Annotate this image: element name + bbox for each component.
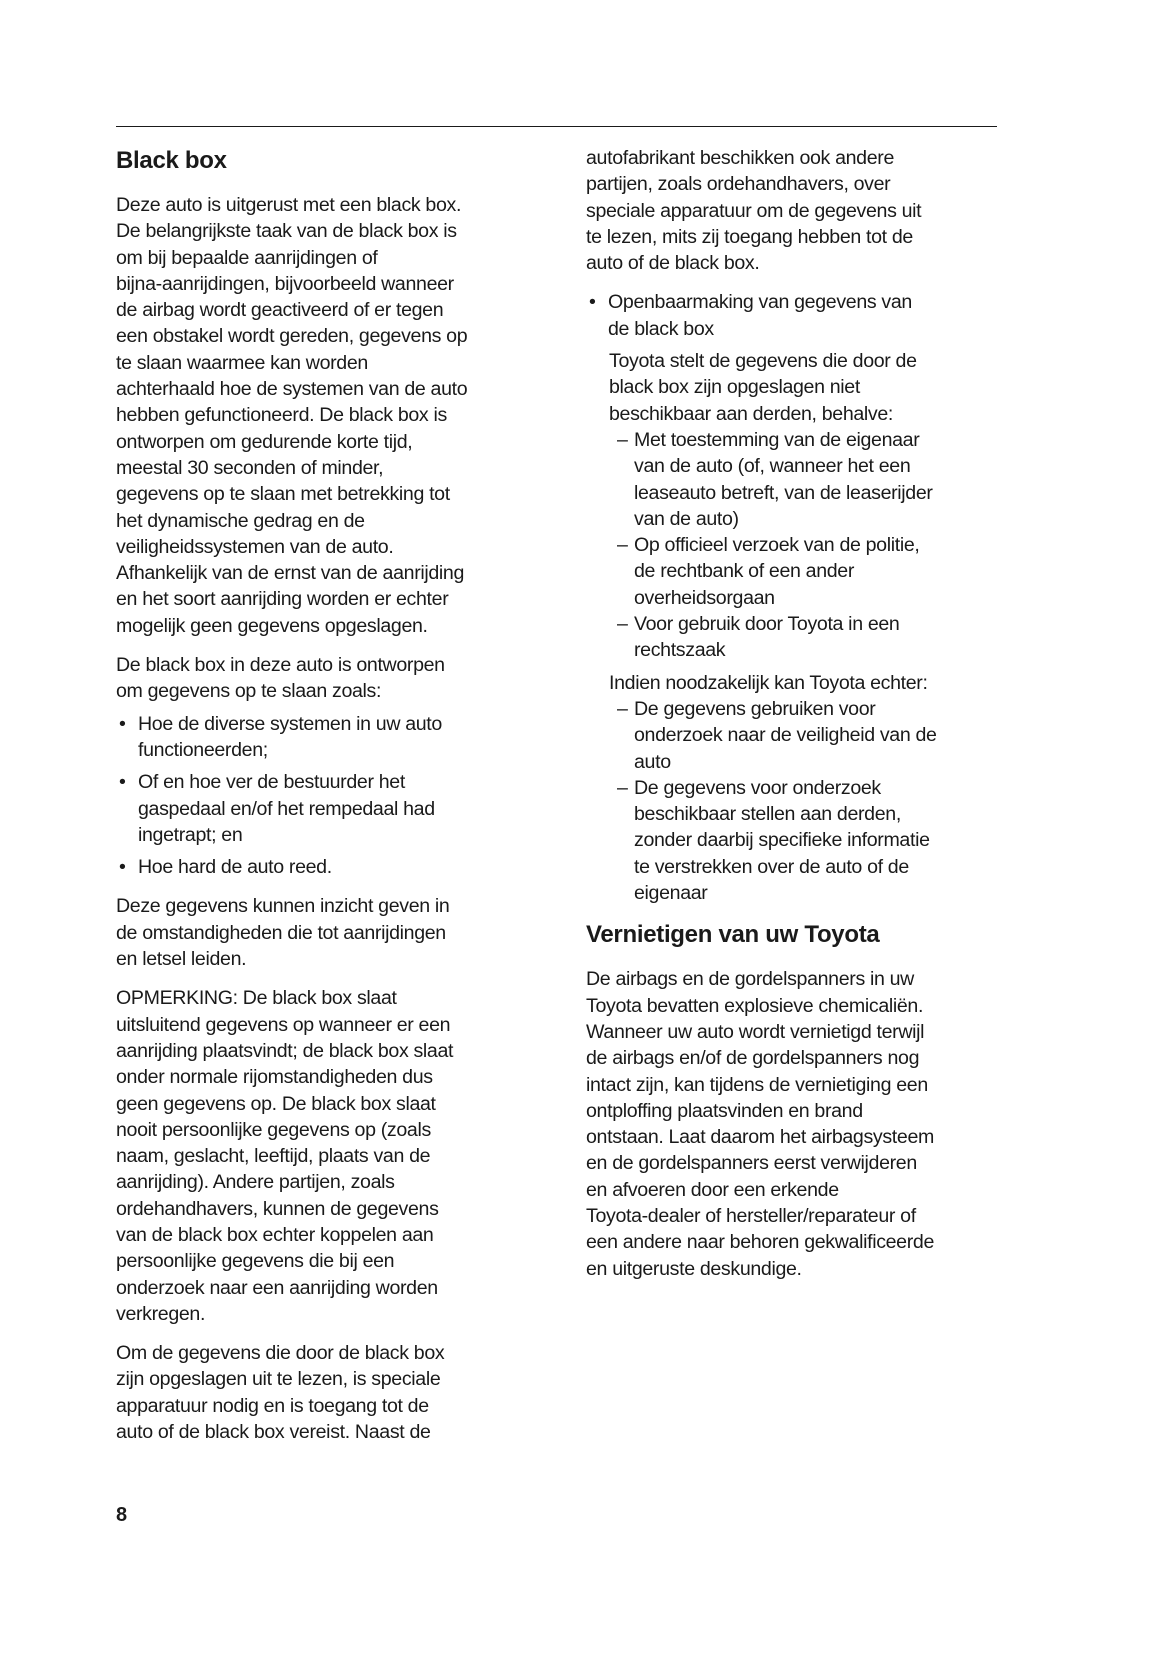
dash-icon: –	[617, 697, 628, 720]
list-item-text: Voor gebruik door Toyota in een rechtszaak	[634, 613, 900, 662]
list-item-text: Hoe de diverse systemen in uw auto functioneerden;	[138, 712, 442, 761]
list-item	[586, 775, 1016, 906]
paragraph: De black box in deze auto is ontworpen om gegevens op te slaan zoals:	[116, 654, 445, 703]
paragraph: autofabrikant beschikken ook andere partijen, zoals ordehandhavers, over speciale apparatuur om de gegevens uit te lezen, mits zij toegang hebben tot de auto of de black box.	[586, 147, 922, 275]
list-item	[116, 854, 546, 880]
top-rule	[116, 126, 997, 127]
list-item	[586, 427, 1016, 532]
bullet-icon: •	[119, 771, 126, 794]
right-column	[586, 145, 1016, 1282]
list-item	[586, 532, 1016, 611]
paragraph: Deze auto is uitgerust met een black box. De belangrijkste taak van de black box is om bij bepaalde aanrijdingen of bijna-aanrijdingen, bijvoorbeeld wanneer de airbag wordt geactiveerd of er tegen een obstakel wordt gereden, gegevens op te slaan waarmee kan worden achterhaald hoe de systemen van de auto hebben gefunctioneerd. De black box is ontworpen om gedurende korte tijd, meestal 30 seconden of minder, gegevens op te slaan met betrekking tot het dynamische gedrag en de veiligheidssystemen van de auto. Afhankelijk van de ernst van de aanrijding en het soort aanrijding worden er echter mogelijk geen gegevens opgeslagen.	[116, 194, 468, 637]
section-heading-vernietigen: Vernietigen van uw Toyota	[586, 921, 880, 949]
list-item	[586, 289, 1016, 342]
paragraph: Indien noodzakelijk kan Toyota echter:	[609, 671, 928, 694]
paragraph-note: OPMERKING: De black box slaat uitsluitend gegevens op wanneer er een aanrijding plaatsvindt; de black box slaat onder normale rijomstandigheden dus geen gegevens op. De black box slaat nooit persoonlijke gegevens op (zoals naam, geslacht, leeftijd, plaats van de aanrijding). Andere partijen, zoals ordehandhavers, kunnen de gegevens van de black box echter koppelen aan persoonlijke gegevens die bij een onderzoek naar een aanrijding worden verkregen.	[116, 987, 454, 1325]
list-item-text: Openbaarmaking van gegevens van de black box	[608, 291, 912, 340]
section-heading-black-box: Black box	[116, 147, 227, 174]
list-item	[586, 611, 1016, 664]
list-item-text: Of en hoe ver de bestuurder het gaspedaal en/of het rempedaal had ingetrapt; en	[138, 771, 435, 846]
list-item	[586, 696, 1016, 775]
bullet-icon: •	[589, 291, 596, 314]
dash-icon: –	[617, 613, 628, 636]
page-number: 8	[116, 1504, 128, 1526]
paragraph: De airbags en de gordelspanners in uw Toyota bevatten explosieve chemicaliën. Wanneer uw auto wordt vernietigd terwijl de airbags en/of de gordelspanners nog intact zijn, kan tijdens de vernietiging een ontploffing plaatsvinden en brand ontstaan. Laat daarom het airbagsysteem en de gordelspanners eerst verwijderen en afvoeren door een erkende Toyota-dealer of hersteller/reparateur of een andere naar behoren gekwalificeerde en uitgeruste deskundige.	[586, 968, 935, 1280]
dash-icon: –	[617, 428, 628, 451]
list-item-text: Hoe hard de auto reed.	[138, 856, 332, 879]
list-item-text: Met toestemming van de eigenaar van de auto (of, wanneer het een leaseauto betreft, van de leaserijder van de auto)	[634, 428, 933, 530]
dash-icon: –	[617, 776, 628, 799]
dash-icon: –	[617, 534, 628, 557]
paragraph: Om de gegevens die door de black box zijn opgeslagen uit te lezen, is speciale apparatuur nodig en is toegang tot de auto of de black box vereist. Naast de	[116, 1342, 445, 1444]
list-item	[116, 769, 546, 848]
bullet-icon: •	[119, 712, 126, 735]
left-column	[116, 146, 546, 1445]
bullet-icon: •	[119, 856, 126, 879]
list-item	[116, 711, 546, 764]
list-item-text: De gegevens voor onderzoek beschikbaar stellen aan derden, zonder daarbij specifieke informatie te verstrekken over de auto of de eigenaar	[634, 776, 930, 905]
list-item-text: Op officieel verzoek van de politie, de rechtbank of een ander overheidsorgaan	[634, 534, 920, 609]
list-item-text: De gegevens gebruiken voor onderzoek naar de veiligheid van de auto	[634, 697, 937, 773]
paragraph: Toyota stelt de gegevens die door de black box zijn opgeslagen niet beschikbaar aan derden, behalve:	[609, 350, 917, 425]
paragraph: Deze gegevens kunnen inzicht geven in de omstandigheden die tot aanrijdingen en letsel leiden.	[116, 895, 450, 971]
